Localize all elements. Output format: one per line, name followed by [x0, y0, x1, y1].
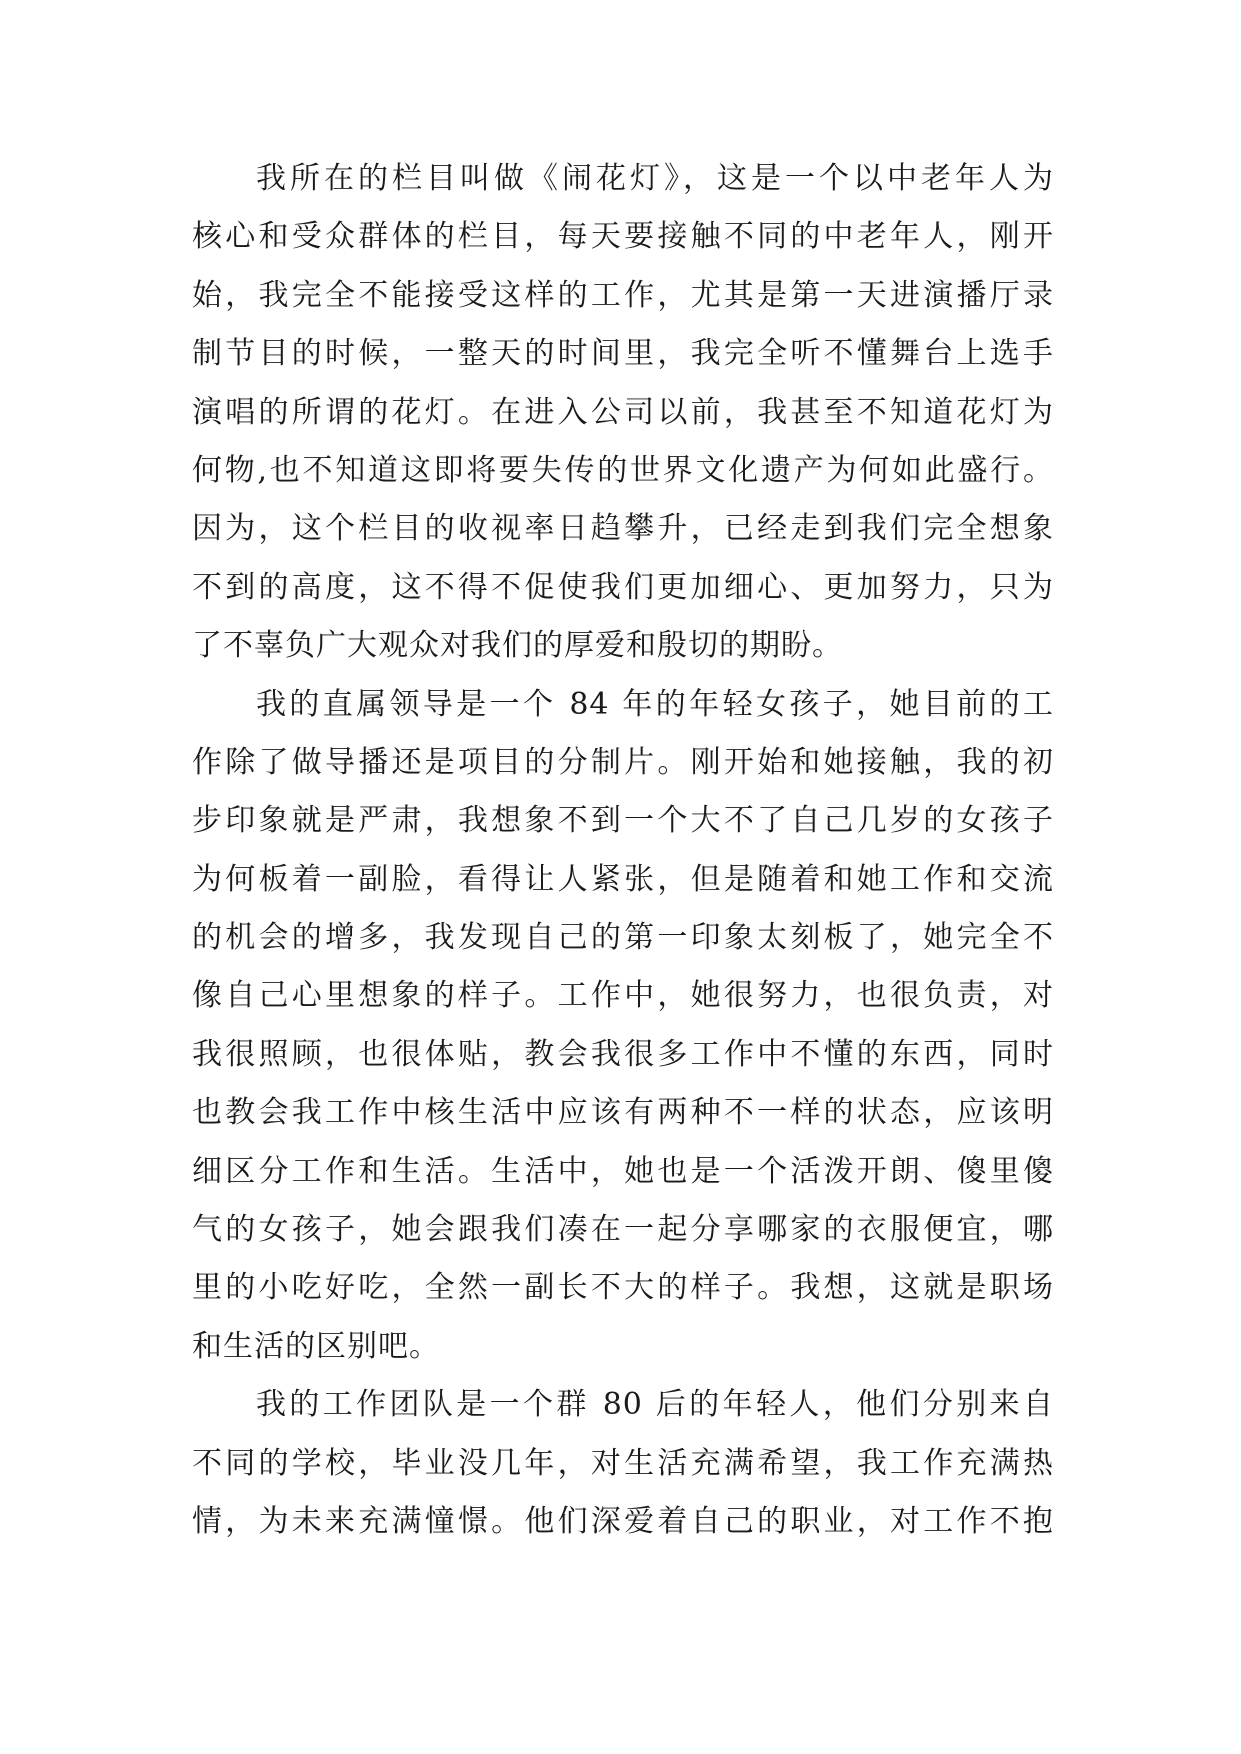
text-line: 也教会我工作中核生活中应该有两种不一样的状态，应该明 [192, 1095, 1054, 1131]
text-line: 和生活的区别吧。 [192, 1328, 440, 1364]
text-line: 里的小吃好吃，全然一副长不大的样子。我想，这就是职场 [192, 1270, 1054, 1306]
text-line: 因为，这个栏目的收视率日趋攀升，已经走到我们完全想象 [192, 511, 1054, 547]
text-line: 我很照顾，也很体贴，教会我很多工作中不懂的东西，同时 [192, 1036, 1054, 1072]
text-line: 何物,也不知道这即将要失传的世界文化遗产为何如此盛行。 [192, 452, 1054, 488]
text-line: 像自己心里想象的样子。工作中，她很努力，也很负责，对 [192, 978, 1054, 1014]
text-line: 我的工作团队是一个群 80 后的年轻人，他们分别来自 [256, 1387, 1054, 1423]
text-line: 为何板着一副脸，看得让人紧张，但是随着和她工作和交流 [192, 861, 1054, 897]
paragraph-1 [192, 150, 1054, 676]
paragraph-2 [192, 676, 1054, 1377]
text-line: 核心和受众群体的栏目，每天要接触不同的中老年人，刚开 [192, 219, 1054, 255]
text-line: 的机会的增多，我发现自己的第一印象太刻板了，她完全不 [192, 920, 1054, 956]
text-line: 始，我完全不能接受这样的工作，尤其是第一天进演播厅录 [192, 277, 1054, 313]
text-line: 我的直属领导是一个 84 年的年轻女孩子，她目前的工 [256, 686, 1054, 722]
text-line: 不到的高度，这不得不促使我们更加细心、更加努力，只为 [192, 569, 1054, 605]
text-line: 步印象就是严肃，我想象不到一个大不了自己几岁的女孩子 [192, 803, 1054, 839]
body-text [192, 150, 1054, 1551]
text-line: 不同的学校，毕业没几年，对生活充满希望，我工作充满热 [192, 1445, 1054, 1481]
text-line: 我所在的栏目叫做《闹花灯》，这是一个以中老年人为 [256, 161, 1054, 196]
text-line: 细区分工作和生活。生活中，她也是一个活泼开朗、傻里傻 [192, 1153, 1054, 1189]
text-line: 作除了做导播还是项目的分制片。刚开始和她接触，我的初 [192, 744, 1054, 780]
text-line: 演唱的所谓的花灯。在进入公司以前，我甚至不知道花灯为 [192, 394, 1054, 430]
text-line: 了不辜负广大观众对我们的厚爱和殷切的期盼。 [192, 628, 843, 664]
paragraph-3 [192, 1376, 1054, 1551]
text-line: 制节目的时候，一整天的时间里，我完全听不懂舞台上选手 [192, 336, 1054, 372]
text-line: 气的女孩子，她会跟我们凑在一起分享哪家的衣服便宜，哪 [192, 1212, 1054, 1248]
text-line: 情，为未来充满憧憬。他们深爱着自己的职业，对工作不抱 [192, 1503, 1054, 1539]
